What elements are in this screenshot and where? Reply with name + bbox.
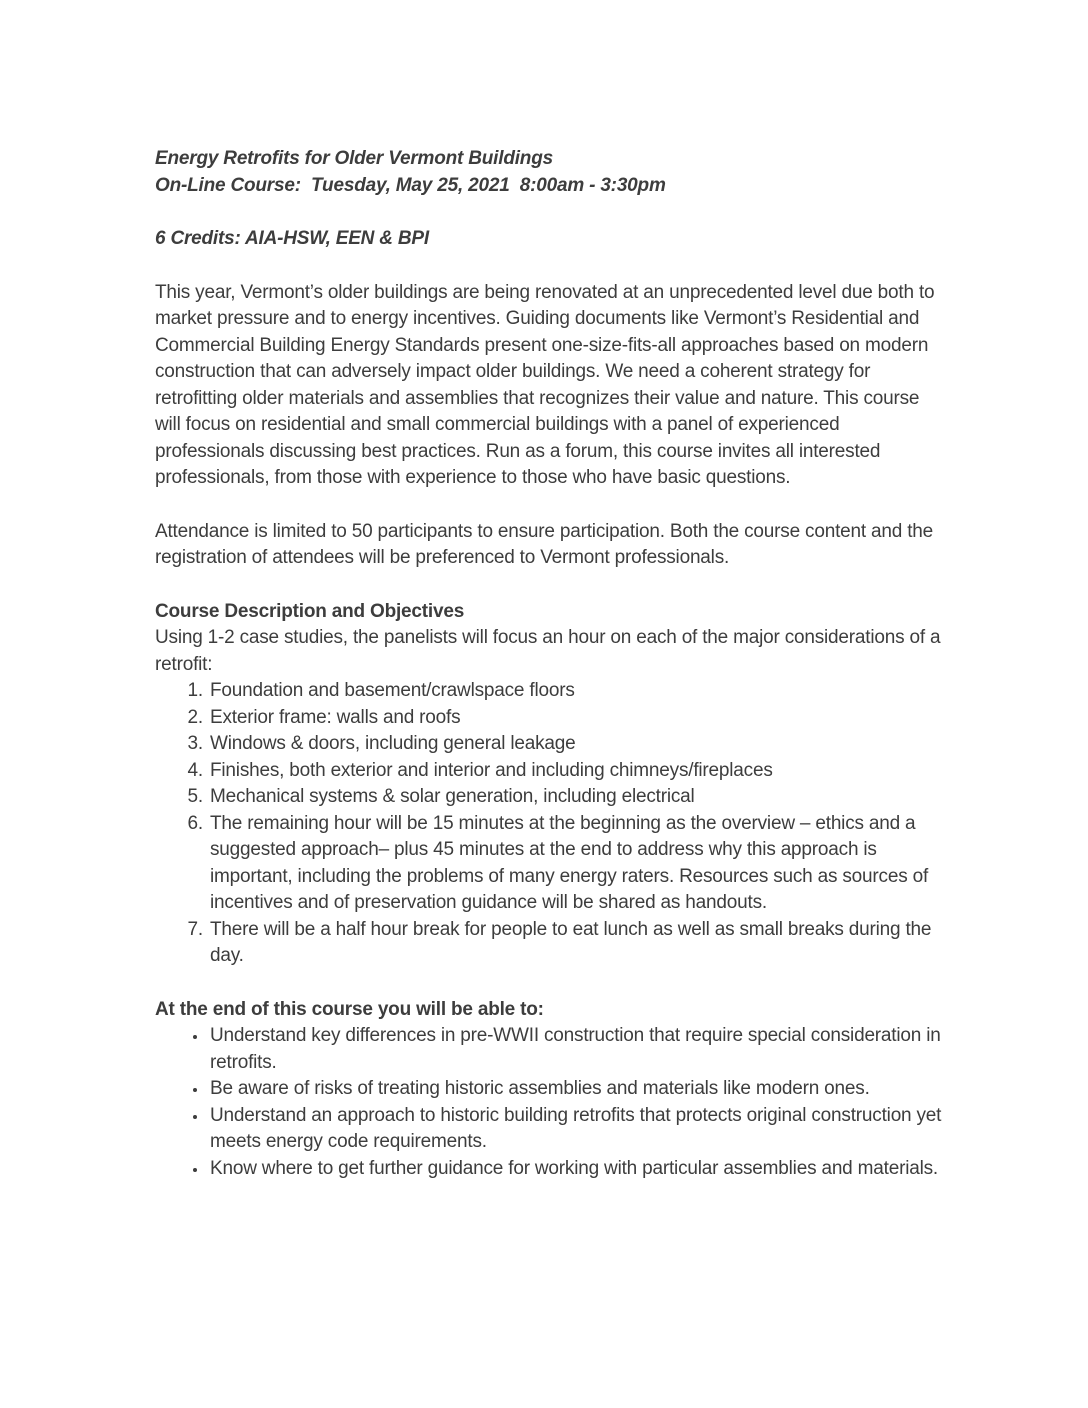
list-item: • Understand an approach to historic building retrofits that protects original construction yet meets energy code requirements.	[208, 1103, 947, 1156]
list-item: 2. Exterior frame: walls and roofs	[208, 705, 947, 732]
course-description-intro: Using 1-2 case studies, the panelists will focus an hour on each of the major considerations of a retrofit:	[155, 627, 941, 675]
course-topics-list	[155, 678, 947, 970]
course-title: Energy Retrofits for Older Vermont Buildings	[155, 148, 553, 169]
list-item: 1. Foundation and basement/crawlspace floors	[208, 678, 947, 705]
course-schedule: On-Line Course: Tuesday, May 25, 2021 8:00am - 3:30pm	[155, 174, 666, 196]
list-item: 7. There will be a half hour break for people to eat lunch as well as small breaks during the day.	[208, 917, 947, 970]
list-item: • Understand key differences in pre-WWII construction that require special consideration in retrofits.	[208, 1023, 947, 1076]
list-item: 5. Mechanical systems & solar generation, including electrical	[208, 784, 947, 811]
header-block	[155, 146, 947, 253]
list-item: 3. Windows & doors, including general leakage	[208, 731, 947, 758]
intro-paragraph-2: Attendance is limited to 50 participants to ensure participation. Both the course content and the registration of attendees will be preferenced to Vermont professionals.	[155, 520, 934, 568]
list-item: 6. The remaining hour will be 15 minutes at the beginning as the overview – ethics and a suggested approach– plus 45 minutes at the end to address why this approach is important, including the problems of many energy raters. Resources such as sources of incentives and of preservation guidance will be shared as handouts.	[208, 811, 947, 917]
intro-paragraph-1: This year, Vermont’s older buildings are being renovated at an unprecedented level due both to market pressure and to energy incentives. Guiding documents like Vermont’s Residential and Commercial Building Energy Standards present one-size-fits-all approaches based on modern construction that can adversely impact older buildings. We need a coherent strategy for retrofitting older materials and assemblies that recognizes their value and nature. This course will focus on residential and small commercial buildings with a panel of experienced professionals discussing best practices. Run as a forum, this course invites all interested professionals, from those with experience to those who have basic questions.	[155, 281, 935, 488]
course-credits: 6 Credits: AIA-HSW, EEN & BPI	[155, 228, 429, 249]
document-content	[155, 146, 947, 1182]
outcomes-heading: At the end of this course you will be able to:	[155, 998, 544, 1020]
list-item: 4. Finishes, both exterior and interior and including chimneys/fireplaces	[208, 758, 947, 785]
list-item: • Be aware of risks of treating historic assemblies and materials like modern ones.	[208, 1076, 947, 1103]
list-item: • Know where to get further guidance for working with particular assemblies and materials.	[208, 1156, 947, 1183]
course-description-heading: Course Description and Objectives	[155, 600, 465, 622]
outcomes-list	[155, 1023, 947, 1182]
